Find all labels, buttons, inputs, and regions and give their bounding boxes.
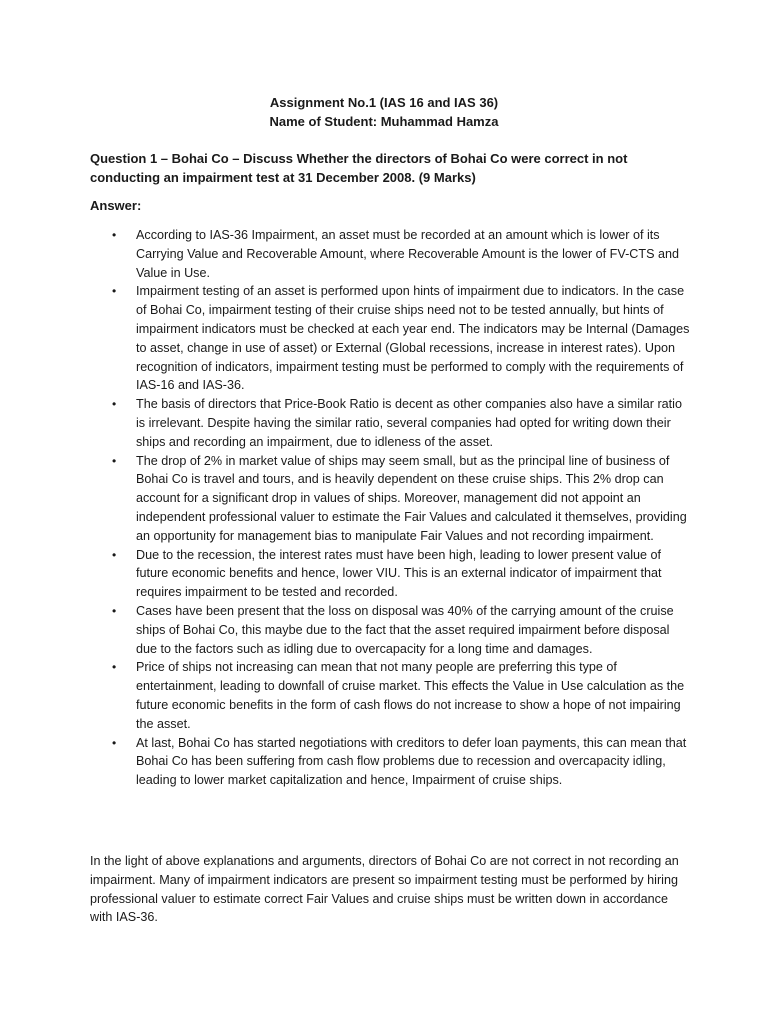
bullet-icon: •	[112, 660, 117, 675]
list-item	[90, 658, 690, 733]
list-item	[90, 602, 690, 658]
bullet-icon: •	[112, 603, 117, 618]
list-item-text: The basis of directors that Price-Book Ratio is decent as other companies also have a similar ratio is irrelevant. Despite having the similar ratio, several companies had opted for writing down their ships and recording an impairment, due to idleness of the asset.	[136, 397, 682, 449]
list-item	[90, 452, 690, 546]
assignment-title: Assignment No.1 (IAS 16 and IAS 36)	[269, 95, 499, 110]
bullet-icon: •	[112, 735, 117, 750]
list-item	[90, 546, 690, 602]
document-header	[0, 93, 768, 131]
answer-bullet-list	[90, 226, 690, 790]
bullet-icon: •	[112, 228, 117, 242]
list-item-text: Price of ships not increasing can mean that not many people are preferring this type of entertainment, leading to downfall of cruise market. This effects the Value in Use calculation as the future economic benefits in the form of cash flows do not increase to show a hope of not impairing the asset.	[136, 660, 685, 731]
bullet-icon: •	[112, 547, 117, 562]
list-item	[90, 395, 690, 451]
list-item	[90, 226, 690, 282]
bullet-icon: •	[112, 397, 117, 412]
conclusion-paragraph: In the light of above explanations and arguments, directors of Bohai Co are not correct in not recording an impairment. Many of impairment indicators are present so impairment testing must be performed by hiring professional valuer to estimate correct Fair Values and cruise ships must be written down in accordance with IAS-36.	[90, 854, 679, 925]
question-heading: Question 1 – Bohai Co – Discuss Whether the directors of Bohai Co were correct in not conducting an impairment test at 31 December 2008. (9 Marks)	[90, 151, 628, 185]
list-item-text: The drop of 2% in market value of ships may seem small, but as the principal line of business of Bohai Co is travel and tours, and is heavily dependent on these cruise ships. This 2% drop can account for a significant drop in values of ships. Moreover, management did not appoint an independent professional valuer to estimate the Fair Values and calculated it themselves, providing an opportunity for management bias to manipulate Fair Values and not recording impairment.	[136, 453, 687, 543]
list-item	[90, 282, 690, 395]
student-name: Name of Student: Muhammad Hamza	[269, 114, 499, 129]
answer-label: Answer:	[90, 198, 142, 213]
list-item-text: At last, Bohai Co has started negotiations with creditors to defer loan payments, this can mean that Bohai Co has been suffering from cash flow problems due to recession and overcapacity idling, leading to lower market capitalization and hence, Impairment of cruise ships.	[136, 735, 687, 788]
bullet-icon: •	[112, 284, 117, 299]
bullet-icon: •	[112, 453, 117, 468]
list-item-text: Due to the recession, the interest rates must have been high, leading to lower present value of future economic benefits and hence, lower VIU. This is an external indicator of impairment that requires impairment to be tested and recorded.	[136, 547, 662, 600]
list-item-text: Cases have been present that the loss on disposal was 40% of the carrying amount of the cruise ships of Bohai Co, this maybe due to the fact that the asset required impairment before disposal due to the factors such as idling due to overcapacity for a long time and damages.	[136, 603, 674, 656]
list-item	[90, 734, 690, 790]
list-item-text: Impairment testing of an asset is performed upon hints of impairment due to indicators. In the case of Bohai Co, impairment testing of their cruise ships need not to be tested annually, but hints of impairment indicators must be checked at each year end. The indicators may be Internal (Damages to asset, change in use of asset) or External (Global recessions, increase in interest rates). Upon recognition of indicators, impairment testing must be performed to comply with the requirements of IAS-16 and IAS-36.	[136, 284, 690, 393]
list-item-text: According to IAS-36 Impairment, an asset must be recorded at an amount which is lower of its Carrying Value and Recoverable Amount, where Recoverable Amount is the lower of FV-CTS and Value in Use.	[136, 228, 679, 280]
